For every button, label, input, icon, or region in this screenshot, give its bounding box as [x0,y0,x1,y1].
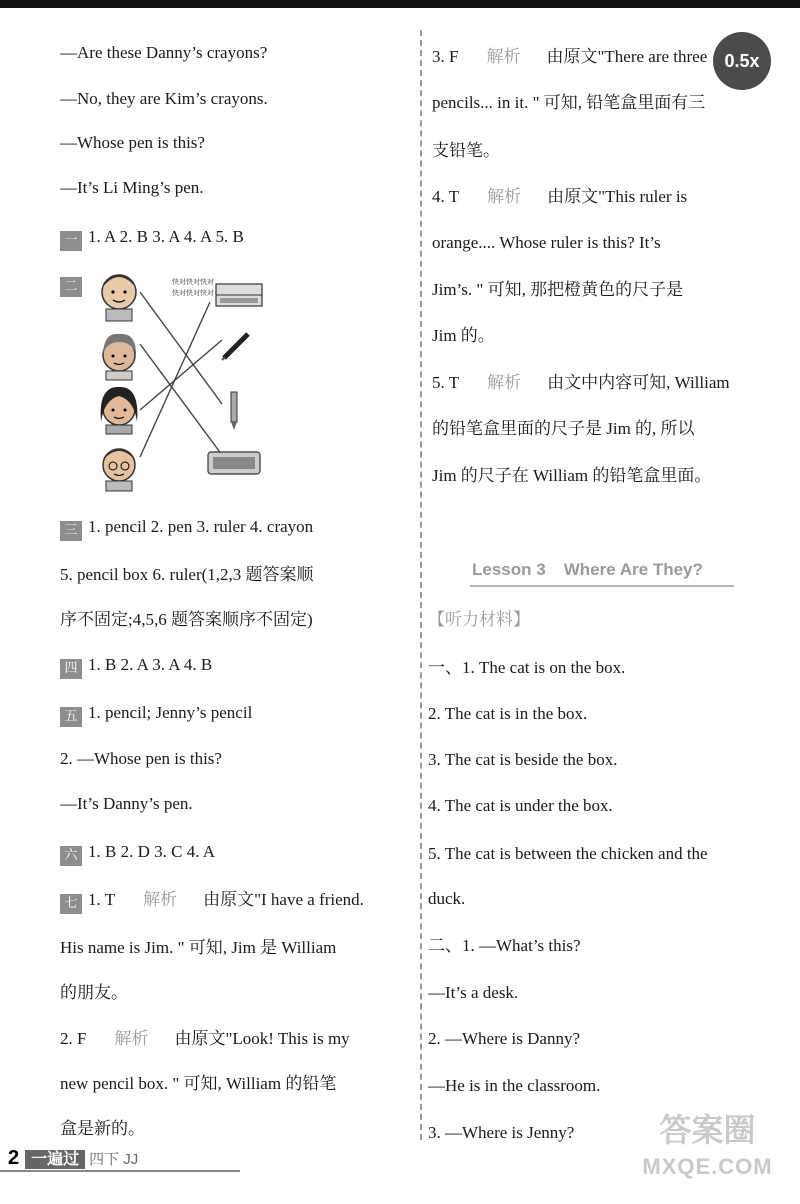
section-7 [60,889,364,914]
matching-illustration [92,262,272,494]
listening-line: 3. The cat is beside the box. [428,750,618,769]
zoom-badge[interactable]: 0.5x [713,32,771,90]
column-divider [420,30,422,1140]
analysis-line: new pencil box. " 可知, William 的铅笔 [60,1074,337,1093]
analysis-label: 解析 [143,890,178,909]
section-badge: 一 [60,231,82,251]
answer-number: 1. T [88,890,116,909]
section-3 [60,516,313,541]
section-6 [60,841,215,866]
footer-rule [0,1170,240,1172]
analysis-line: pencils... in it. " 可知, 铅笔盒里面有三 [432,93,706,112]
grade-label: 四下 JJ [89,1151,139,1168]
analysis-line: Jim 的。 [432,326,495,345]
analysis-text: 由原文"There are three [546,47,708,66]
watermark-url: MXQE.COM [642,1154,773,1179]
brand-logo: 一遍过 [25,1150,85,1169]
listening-line: 2. —Where is Danny? [428,1029,581,1048]
analysis-label: 解析 [486,47,521,66]
listening-material-title: 【听力材料】 [428,610,530,629]
section-answers: 1. pencil; Jenny’s pencil [88,703,253,722]
page-footer [8,1146,138,1170]
section-badge: 三 [60,521,82,541]
section-line: 2. —Whose pen is this? [60,749,222,768]
analysis-line: Jim 的尺子在 William 的铅笔盒里面。 [432,466,712,485]
section-line: 5. pencil box 6. ruler(1,2,3 题答案顺 [60,565,314,584]
analysis-label: 解析 [487,373,522,392]
analysis-label: 解析 [487,187,522,206]
section-line: 序不固定;4,5,6 题答案顺序不固定) [60,610,313,629]
answer-item [60,1028,350,1050]
listening-line: 一、1. The cat is on the box. [428,658,626,677]
section-2 [60,272,88,297]
section-answers: 1. B 2. A 3. A 4. B [88,655,213,674]
dialog-line: —Whose pen is this? [60,133,205,152]
section-4 [60,654,212,679]
analysis-label: 解析 [114,1029,149,1048]
dialog-line: —Are these Danny’s crayons? [60,43,268,62]
section-answers: 1. A 2. B 3. A 4. A 5. B [88,227,244,246]
listening-line: duck. [428,889,466,908]
answer-number: 2. F [60,1029,87,1048]
lesson-heading [472,560,721,580]
girl-face-icon [103,334,136,380]
section-line: —It’s Danny’s pen. [60,794,193,813]
site-watermark [625,1108,790,1193]
listening-line: 3. —Where is Jenny? [428,1123,575,1142]
answer-item [432,186,687,208]
answer-number: 3. F [432,47,459,66]
analysis-text: 由原文"I have a friend. [203,890,364,909]
analysis-line: His name is Jim. " 可知, Jim 是 William [60,938,337,957]
answer-item [432,372,730,394]
listening-line: —He is in the classroom. [428,1076,601,1095]
section-badge: 六 [60,846,82,866]
page-number: 2 [8,1147,20,1169]
section-badge: 四 [60,659,82,679]
analysis-line: 盒是新的。 [60,1119,145,1138]
svg-text:快对快对快对: 快对快对快对 [172,289,214,297]
listening-line: —It’s a desk. [428,983,519,1002]
girl-face-icon [101,387,138,434]
lesson-number: Lesson 3 [472,560,546,579]
sign-text [172,277,214,297]
boy-face-icon [103,449,135,491]
answer-number: 4. T [432,187,460,206]
watermark-logo: 答案圈 [659,1112,756,1148]
pencil-case-icon [208,452,260,474]
top-border [0,0,800,8]
matching-lines [140,292,222,457]
analysis-line: orange.... Whose ruler is this? It’s [432,233,661,252]
listening-line: 二、1. —What’s this? [428,936,581,955]
analysis-line: 的朋友。 [60,983,128,1002]
analysis-line: 支铅笔。 [432,141,500,160]
dialog-line: —No, they are Kim’s crayons. [60,89,268,108]
svg-text:快对快对快对: 快对快对快对 [172,278,214,286]
section-badge: 七 [60,894,82,914]
dialog-line: —It’s Li Ming’s pen. [60,178,204,197]
answer-item [432,46,707,68]
analysis-line: Jim’s. " 可知, 那把橙黄色的尺子是 [432,280,684,299]
analysis-line: 的铅笔盒里面的尺子是 Jim 的, 所以 [432,419,695,438]
section-answers: 1. B 2. D 3. C 4. A [88,842,216,861]
pencil-icon [231,392,237,430]
section-badge: 五 [60,707,82,727]
listening-line: 4. The cat is under the box. [428,796,613,815]
pen-icon [222,334,248,360]
lesson-title: Where Are They? [563,560,703,579]
section-badge: 二 [60,277,82,297]
lesson-underline [470,585,734,587]
listening-line: 5. The cat is between the chicken and the [428,844,708,863]
analysis-text: 由原文"Look! This is my [174,1029,350,1048]
analysis-text: 由文中内容可知, William [547,373,730,392]
answer-number: 5. T [432,373,460,392]
section-1 [60,226,244,251]
pencil-box-icon [216,284,262,306]
section-answers: 1. pencil 2. pen 3. ruler 4. crayon [88,517,314,536]
listening-line: 2. The cat is in the box. [428,704,588,723]
section-5 [60,702,252,727]
analysis-text: 由原文"This ruler is [547,187,688,206]
boy-face-icon [102,275,136,321]
